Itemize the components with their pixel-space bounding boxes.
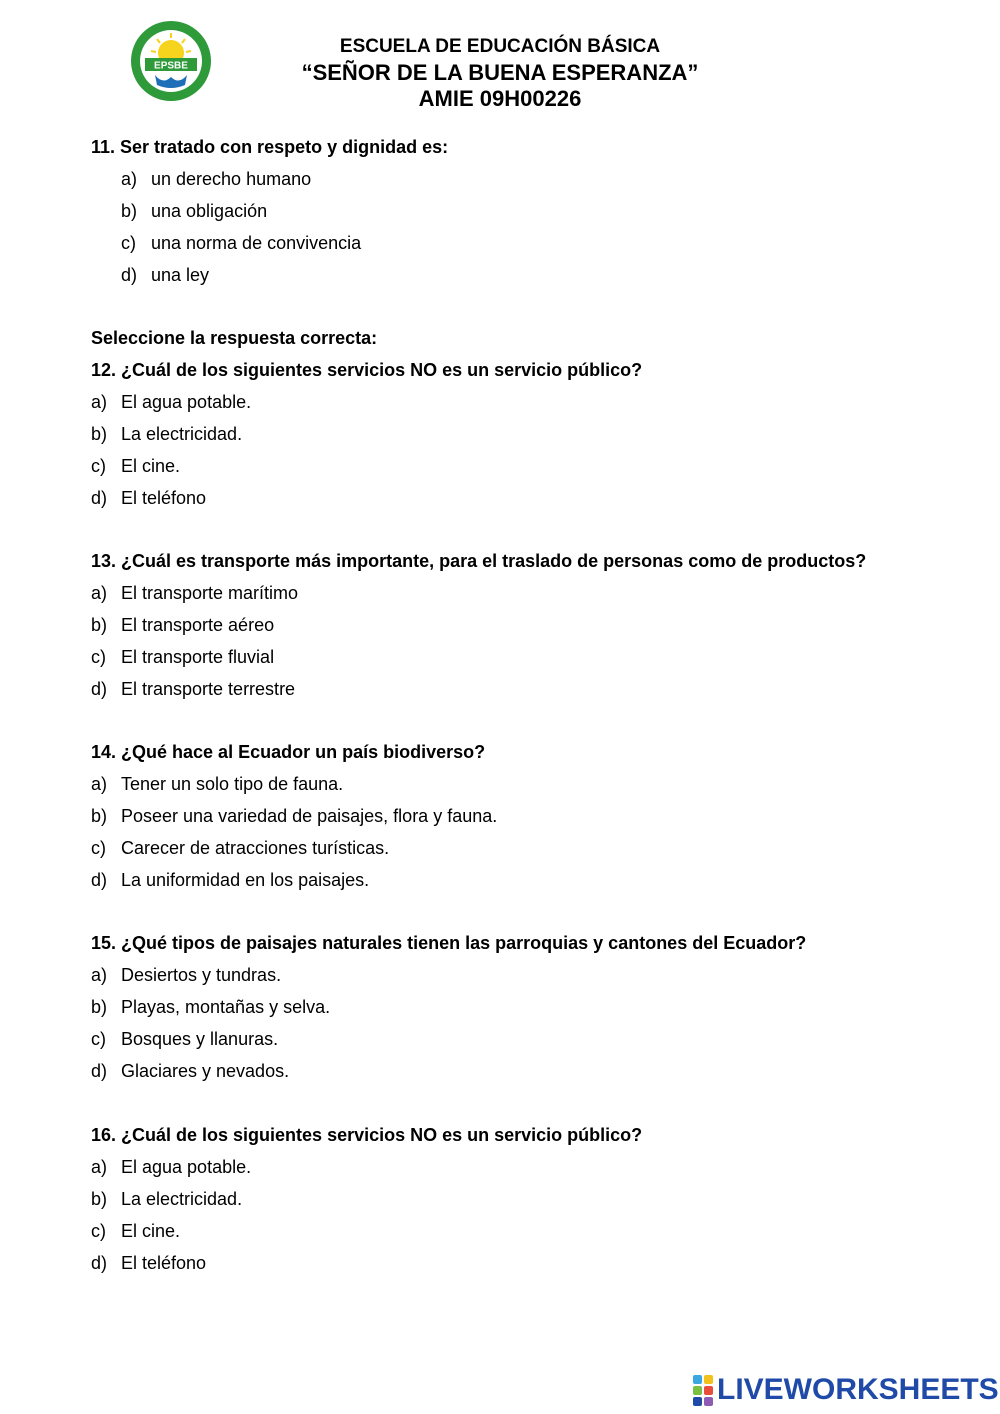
- school-type-heading: ESCUELA DE EDUCACIÓN BÁSICA: [339, 36, 661, 57]
- q12-option-b: b) La electricidad.: [91, 424, 243, 444]
- q11-option-b: b) una obligación: [121, 201, 268, 221]
- q15-option-d: d) Glaciares y nevados.: [91, 1061, 290, 1081]
- q12-option-d: d) El teléfono: [91, 488, 207, 508]
- question-13: 13. ¿Cuál es transporte más importante, para el traslado de personas como de productos?: [91, 551, 867, 571]
- logo-text: EPSBE: [154, 60, 188, 72]
- liveworksheets-grid-icon: [693, 1375, 713, 1406]
- q13-option-a: a) El transporte marítimo: [91, 583, 299, 603]
- question-15: 15. ¿Qué tipos de paisajes naturales tienen las parroquias y cantones del Ecuador?: [91, 933, 807, 953]
- q13-option-b: b) El transporte aéreo: [91, 615, 275, 635]
- liveworksheets-wordmark: LIVEWORKSHEETS: [717, 1373, 999, 1406]
- q15-option-a: a) Desiertos y tundras.: [91, 965, 282, 985]
- question-16: 16. ¿Cuál de los siguientes servicios NO es un servicio público?: [91, 1125, 643, 1145]
- school-name-heading: “SEÑOR DE LA BUENA ESPERANZA”: [301, 60, 699, 85]
- q13-option-c: c) El transporte fluvial: [91, 647, 275, 667]
- q11-option-a: a) un derecho humano: [121, 169, 312, 189]
- q11-option-d: d) una ley: [121, 265, 210, 285]
- liveworksheets-brand[interactable]: [693, 1375, 999, 1405]
- instruction: Seleccione la respuesta correcta:: [91, 328, 378, 348]
- q16-option-b: b) La electricidad.: [91, 1189, 243, 1209]
- q14-option-b: b) Poseer una variedad de paisajes, flora y fauna.: [91, 806, 498, 826]
- q11-option-c: c) una norma de convivencia: [121, 233, 362, 253]
- question-14: 14. ¿Qué hace al Ecuador un país biodiverso?: [91, 742, 486, 762]
- amie-code: AMIE 09H00226: [418, 86, 582, 111]
- q14-option-c: c) Carecer de atracciones turísticas.: [91, 838, 390, 858]
- q14-option-a: a) Tener un solo tipo de fauna.: [91, 774, 344, 794]
- q15-option-b: b) Playas, montañas y selva.: [91, 997, 331, 1017]
- q12-option-c: c) El cine.: [91, 456, 181, 476]
- q16-option-c: c) El cine.: [91, 1221, 181, 1241]
- question-12: 12. ¿Cuál de los siguientes servicios NO es un servicio público?: [91, 360, 643, 380]
- q16-option-d: d) El teléfono: [91, 1253, 207, 1273]
- q15-option-c: c) Bosques y llanuras.: [91, 1029, 279, 1049]
- q16-option-a: a) El agua potable.: [91, 1157, 252, 1177]
- question-11: 11. Ser tratado con respeto y dignidad es:: [91, 137, 449, 157]
- q13-option-d: d) El transporte terrestre: [91, 679, 296, 699]
- q14-option-d: d) La uniformidad en los paisajes.: [91, 870, 370, 890]
- q12-option-a: a) El agua potable.: [91, 392, 252, 412]
